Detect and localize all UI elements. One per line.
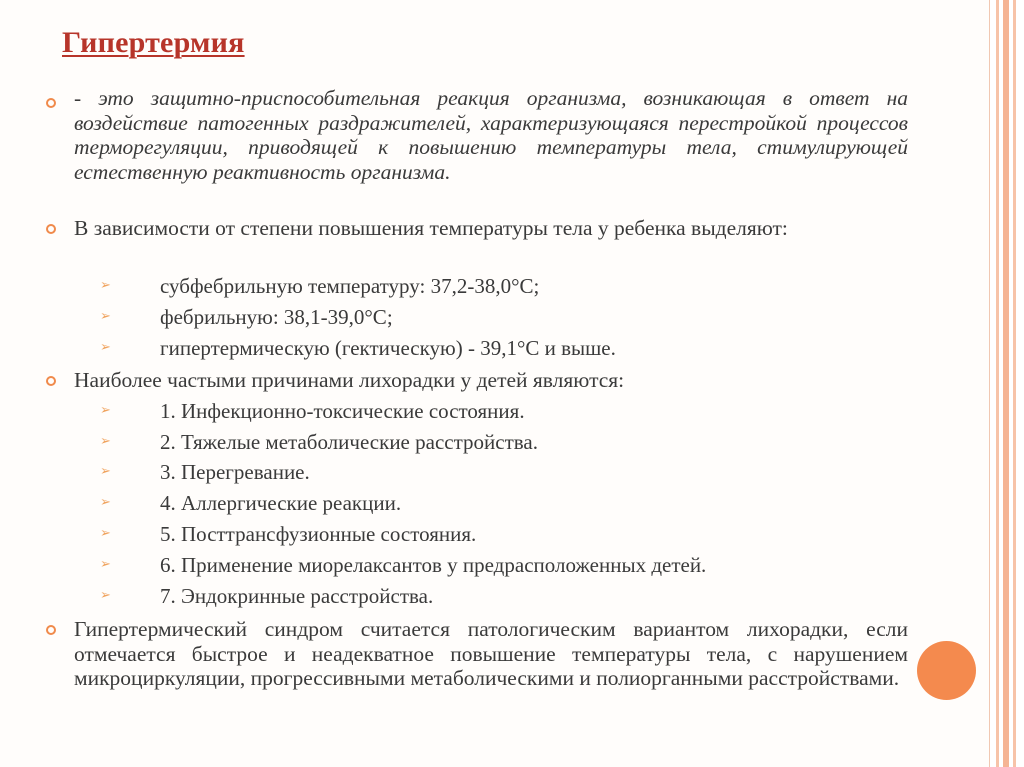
cause-item: 3. Перегревание. (160, 460, 310, 484)
circle-bullet-icon (46, 224, 56, 234)
stripe (1003, 0, 1009, 767)
slide-title: Гипертермия (62, 26, 245, 59)
cause-item: 4. Аллергические реакции. (160, 491, 402, 515)
arrow-bullet-icon: ➢ (100, 309, 111, 324)
arrow-bullet-icon: ➢ (100, 278, 111, 293)
arrow-bullet-icon: ➢ (100, 588, 111, 603)
causes-intro: Наиболее частыми причинами лихорадки у детей являются: (74, 368, 625, 392)
cause-item: 7. Эндокринные расстройства. (160, 584, 434, 608)
cause-item: 6. Применение миорелаксантов у предрасположенных детей. (160, 553, 707, 577)
cause-item: 5. Посттрансфузионные состояния. (160, 522, 477, 546)
classification-intro: В зависимости от степени повышения температуры тела у ребенка выделяют: (74, 216, 788, 240)
arrow-bullet-icon: ➢ (100, 557, 111, 572)
conclusion-text: Гипертермический синдром считается патологическим вариантом лихорадки, если отмечается быстрое и неадекватное повышение температуры тела, с нарушением микроциркуляции, прогрессивными метаболическими и полиорганными расстройствами. (74, 617, 908, 690)
stripe (996, 0, 999, 767)
arrow-bullet-icon: ➢ (100, 434, 111, 449)
arrow-bullet-icon: ➢ (100, 340, 111, 355)
circle-bullet-icon (46, 625, 56, 635)
cause-item: 1. Инфекционно-токсические состояния. (160, 399, 525, 423)
arrow-bullet-icon: ➢ (100, 526, 111, 541)
classification-item: гипертермическую (гектическую) - 39,1°С и выше. (160, 336, 616, 360)
circle-bullet-icon (46, 98, 56, 108)
arrow-bullet-icon: ➢ (100, 464, 111, 479)
arrow-bullet-icon: ➢ (100, 403, 111, 418)
definition-text: - это защитно-приспособительная реакция организма, возникающая в ответ на воздействие патогенных раздражителей, характеризующаяся перестройкой процессов терморегуляции, приводящей к повышению температуры тела, стимулирующей естественную реактивность организма. (74, 86, 908, 184)
circle-bullet-icon (46, 376, 56, 386)
classification-item: субфебрильную температуру: 37,2-38,0°С; (160, 274, 540, 298)
decorative-stripes (990, 0, 1024, 767)
decorative-circle (917, 641, 976, 700)
classification-item: фебрильную: 38,1-39,0°С; (160, 305, 393, 329)
stripe (1013, 0, 1016, 767)
arrow-bullet-icon: ➢ (100, 495, 111, 510)
cause-item: 2. Тяжелые метаболические расстройства. (160, 430, 538, 454)
